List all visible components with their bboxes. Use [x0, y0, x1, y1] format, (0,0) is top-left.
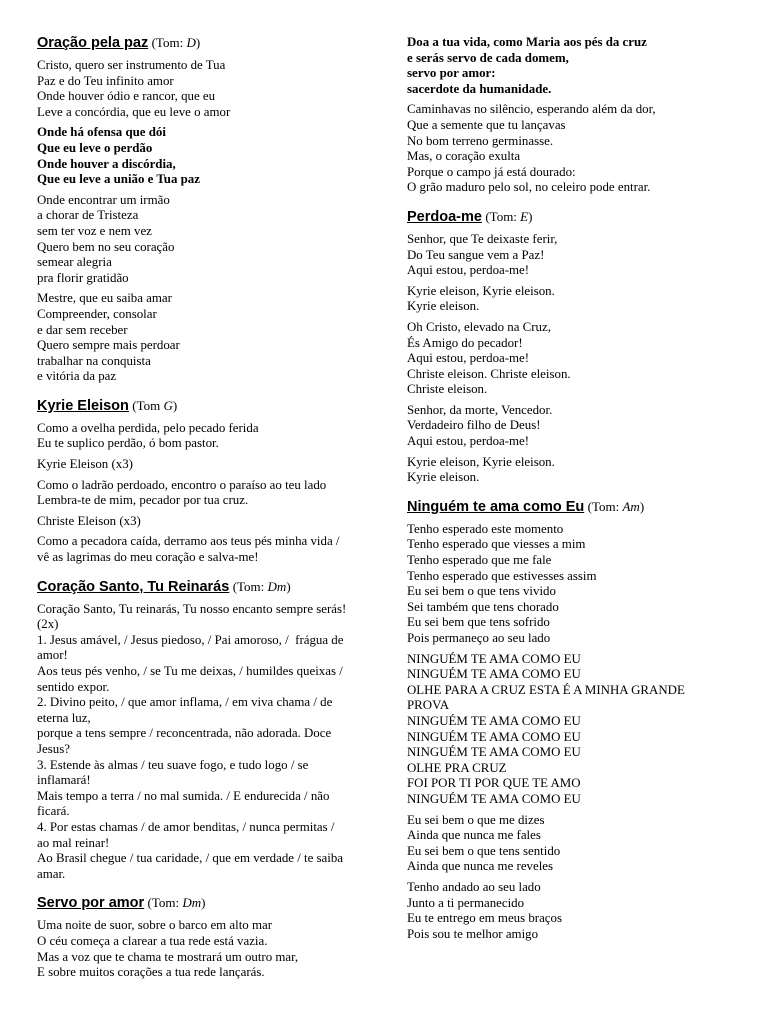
lyric-line: Junto a ti permanecido [407, 895, 525, 910]
verse-stanza [37, 602, 387, 883]
lyric-line: NINGUÉM TE AMA COMO EU [407, 667, 581, 682]
lyric-line: e serás servo de cada domem, [407, 50, 569, 65]
song-key [485, 209, 532, 224]
song-title: Servo por amor [37, 895, 145, 912]
lyric-line: Coração Santo, Tu reinarás, Tu nosso encanto sempre serás! [37, 601, 347, 616]
lyric-line: sem ter voz e nem vez [37, 223, 152, 238]
lyric-line: Como a pecadora caída, derramo aos teus pés minha vida / [37, 534, 340, 549]
left-column [37, 32, 387, 993]
verse-stanza [407, 455, 737, 486]
lyric-line: És Amigo do pecador! [407, 335, 523, 350]
song-title: Perdoa-me [407, 208, 482, 225]
lyric-line: 1. Jesus amável, / Jesus piedoso, / Pai amoroso, / frágua de [37, 632, 344, 647]
lyric-line: Porque o campo já está dourado: [407, 164, 576, 179]
key-prefix: (Tom: [485, 208, 521, 224]
lyric-line: Sei também que tens chorado [407, 599, 559, 614]
lyric-line: Do Teu sangue vem a Paz! [407, 247, 545, 262]
lyric-line: Eu sei bem o que me dizes [407, 812, 545, 827]
lyric-line: PROVA [407, 698, 450, 713]
song-heading [37, 578, 387, 596]
lyric-line: Tenho andado ao seu lado [407, 879, 541, 894]
lyric-line: O grão maduro pelo sol, no celeiro pode entrar. [407, 180, 651, 195]
song-heading [407, 498, 737, 516]
lyric-line: Eu te suplico perdão, ó bom pastor. [37, 436, 219, 451]
key-value: E [520, 208, 529, 224]
lyric-line: trabalhar na conquista [37, 353, 151, 368]
song-title: Oração pela paz [37, 35, 149, 51]
key-prefix: (Tom: [232, 578, 268, 594]
lyric-line: Christe eleison. [407, 382, 488, 397]
lyric-line: Tenho esperado que estivesses assim [407, 568, 597, 583]
right-column [407, 35, 737, 954]
lyric-line: Caminhavas no silêncio, esperando além da dor, [407, 102, 656, 117]
lyric-line: e dar sem receber [37, 322, 128, 337]
chorus-stanza [37, 125, 387, 187]
lyric-line: amor! [37, 648, 68, 663]
lyric-line: Aos teus pés venho, / se Tu me deixas, / humildes queixas / [37, 664, 343, 678]
verse-stanza [37, 457, 387, 473]
lyric-line: e vitória da paz [37, 369, 117, 384]
lyric-line: servo por amor: [407, 66, 496, 81]
verse-stanza [37, 58, 387, 120]
lyric-line: Lembra-te de mim, pecador por tua cruz. [37, 493, 249, 508]
lyric-line: NINGUÉM TE AMA COMO EU [407, 729, 581, 744]
lyric-line: pra florir gratidão [37, 270, 129, 285]
verse-stanza [37, 193, 387, 287]
lyric-line: Leve a concórdia, que eu leve o amor [37, 104, 231, 119]
lyric-line: sentido expor. [37, 679, 110, 694]
lyric-line: Ainda que nunca me fales [407, 828, 541, 843]
lyric-line: Mas a voz que te chama te mostrará um outro mar, [37, 949, 299, 964]
verse-stanza [37, 534, 387, 565]
verse-stanza [407, 652, 737, 808]
lyric-line: NINGUÉM TE AMA COMO EU [407, 745, 581, 760]
lyric-line: O céu começa a clarear a tua rede está vazia. [37, 933, 268, 948]
lyric-line: Jesus? [37, 741, 70, 756]
key-value: G [163, 397, 173, 413]
lyric-line: Como o ladrão perdoado, encontro o paraíso ao teu lado [37, 477, 327, 492]
verse-stanza [37, 291, 387, 385]
key-prefix: (Tom: [587, 498, 623, 514]
lyric-line: OLHE PRA CRUZ [407, 760, 507, 775]
song-key [152, 35, 201, 50]
song-key [233, 579, 291, 594]
lyric-line: No bom terreno germinasse. [407, 133, 554, 148]
key-value: D [186, 35, 196, 50]
lyric-line: eterna luz, [37, 710, 91, 725]
verse-stanza [37, 514, 387, 530]
lyric-line: NINGUÉM TE AMA COMO EU [407, 651, 581, 666]
lyric-line: Senhor, da morte, Vencedor. [407, 402, 553, 417]
song-title: Coração Santo, Tu Reinarás [37, 578, 230, 595]
lyric-line: Aqui estou, perdoa-me! [407, 263, 530, 278]
lyric-line: inflamará! [37, 773, 91, 788]
lyric-line: Mestre, que eu saiba amar [37, 291, 172, 306]
song-title: Kyrie Eleison [37, 397, 129, 414]
song-oracao-pela-paz [37, 34, 387, 385]
lyric-line: Christe Eleison (x3) [37, 513, 141, 528]
lyric-line: Kyrie eleison, Kyrie eleison. [407, 454, 555, 469]
lyric-line: Pois sou te melhor amigo [407, 926, 539, 941]
song-kyrie-eleison [37, 397, 387, 566]
verse-stanza [407, 403, 737, 450]
song-coracao-santo-tu-reinaras [37, 578, 387, 883]
lyric-line: 2. Divino peito, / que amor inflama, / em viva chama / de [37, 695, 333, 710]
lyric-line: ficará. [37, 804, 70, 819]
lyric-line: NINGUÉM TE AMA COMO EU [407, 791, 581, 806]
lyric-line: Tenho esperado este momento [407, 521, 564, 536]
lyric-line: Doa a tua vida, como Maria aos pés da cruz [407, 35, 647, 49]
key-value: Am [622, 498, 640, 514]
song-ninguem-te-ama-como-eu [407, 498, 737, 942]
lyric-line: Mas, o coração exulta [407, 149, 521, 164]
lyric-line: Verdadeiro filho de Deus! [407, 418, 541, 433]
song-heading [407, 208, 737, 226]
lyric-line: Kyrie eleison. [407, 470, 480, 485]
lyric-line: Onde encontrar um irmão [37, 192, 170, 207]
key-suffix: ) [286, 578, 291, 594]
lyric-line: 4. Por estas chamas / de amor benditas, / nunca permitas / [37, 819, 335, 834]
lyric-line: Kyrie eleison. [407, 299, 480, 314]
lyric-line: sacerdote da humanidade. [407, 81, 552, 96]
chorus-stanza [407, 35, 737, 97]
lyric-line: Aqui estou, perdoa-me! [407, 351, 530, 366]
lyric-line: Que a semente que tu lançavas [407, 117, 566, 132]
lyric-line: Christe eleison. Christe eleison. [407, 366, 571, 381]
lyric-line: Kyrie eleison, Kyrie eleison. [407, 283, 555, 298]
lyric-line: Tenho esperado que viesses a mim [407, 537, 586, 552]
lyric-line: Cristo, quero ser instrumento de Tua [37, 58, 226, 72]
lyric-line: E sobre muitos corações a tua rede lançarás. [37, 965, 265, 980]
song-perdoa-me [407, 208, 737, 486]
lyric-line: Tenho esperado que me fale [407, 553, 552, 568]
lyric-line: Eu sei bem o que tens sentido [407, 843, 561, 858]
song-heading [37, 894, 387, 912]
song-heading [37, 34, 387, 52]
lyric-line: Uma noite de suor, sobre o barco em alto mar [37, 918, 273, 933]
key-prefix: (Tom: [151, 35, 187, 50]
lyric-line: Quero bem no seu coração [37, 239, 175, 254]
key-value: Dm [182, 895, 202, 911]
lyric-line: a chorar de Tristeza [37, 208, 139, 223]
lyric-line: Onde houver ódio e rancor, que eu [37, 89, 216, 104]
lyric-line: amar. [37, 866, 66, 881]
lyric-line: Quero sempre mais perdoar [37, 338, 180, 353]
key-value: Dm [267, 578, 287, 594]
song-servo-por-amor [37, 894, 387, 980]
song-heading [37, 397, 387, 415]
lyric-line: Eu te entrego em meus braços [407, 911, 562, 926]
lyric-line: Ao Brasil chegue / tua caridade, / que em verdade / te saiba [37, 851, 344, 866]
lyric-line: Eu sei bem o que tens vivido [407, 584, 556, 599]
verse-stanza [407, 813, 737, 875]
lyric-line: Compreender, consolar [37, 306, 157, 321]
lyric-line: Que eu leve a união e Tua paz [37, 172, 200, 187]
lyric-line: Como a ovelha perdida, pelo pecado ferida [37, 420, 259, 435]
song-key [588, 499, 645, 514]
key-suffix: ) [172, 397, 178, 413]
lyric-line: Que eu leve o perdão [37, 140, 153, 155]
verse-stanza [37, 478, 387, 509]
lyric-line: Aqui estou, perdoa-me! [407, 434, 530, 449]
lyric-line: OLHE PARA A CRUZ ESTA É A MINHA GRANDE [407, 682, 685, 697]
lyric-line: semear alegria [37, 255, 112, 270]
lyric-line: Ainda que nunca me reveles [407, 859, 554, 874]
key-prefix: (Tom: [147, 895, 183, 911]
lyric-line: ao mal reinar! [37, 835, 110, 850]
key-prefix: (Tom [132, 397, 164, 413]
verse-stanza [407, 284, 737, 315]
verse-stanza [407, 522, 737, 647]
lyric-line: Onde houver a discórdia, [37, 156, 176, 171]
lyric-line: Eu sei bem que tens sofrido [407, 615, 550, 630]
lyric-line: (2x) [37, 617, 59, 632]
lyric-line: porque a tens sempre / reconcentrada, não adorada. Doce [37, 726, 332, 741]
lyric-line: FOI POR TI POR QUE TE AMO [407, 776, 581, 791]
lyric-line: Kyrie Eleison (x3) [37, 457, 133, 472]
key-suffix: ) [639, 498, 645, 514]
key-suffix: ) [528, 208, 533, 224]
song-continued [407, 35, 737, 196]
lyric-line: Oh Cristo, elevado na Cruz, [407, 319, 551, 334]
lyric-line: Onde há ofensa que dói [37, 125, 166, 140]
verse-stanza [407, 880, 737, 942]
lyric-line: Pois permaneço ao seu lado [407, 631, 551, 645]
verse-stanza [407, 320, 737, 398]
verse-stanza [407, 102, 737, 196]
verse-stanza [37, 421, 387, 452]
verse-stanza [37, 918, 387, 980]
verse-stanza [407, 232, 737, 279]
song-key [148, 895, 206, 910]
song-key [132, 398, 177, 413]
lyric-line: Mais tempo a terra / no mal sumida. / E endurecida / não [37, 788, 330, 803]
key-suffix: ) [195, 35, 201, 50]
key-suffix: ) [201, 895, 206, 911]
lyric-line: Senhor, que Te deixaste ferir, [407, 231, 558, 246]
lyric-line: Paz e do Teu infinito amor [37, 73, 174, 88]
lyric-line: 3. Estende às almas / teu suave fogo, e tudo logo / se [37, 757, 309, 772]
lyric-line: vê as lagrimas do meu coração e salva-me! [37, 550, 259, 565]
song-title: Ninguém te ama como Eu [407, 498, 585, 515]
lyric-line: NINGUÉM TE AMA COMO EU [407, 713, 581, 728]
